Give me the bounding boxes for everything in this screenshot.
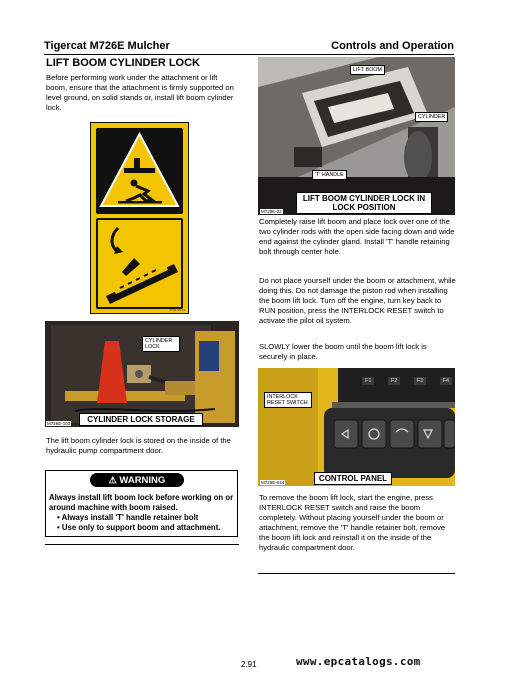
figure-tag: M726E-044 [261, 480, 285, 485]
warning-bullet: • Use only to support boom and attachment. [57, 523, 237, 533]
header-rule [44, 54, 454, 55]
warning-lead: Always install lift boom lock before working on or around machine with boom raised. [49, 493, 234, 512]
t-handle-callout: 'T' HANDLE [312, 170, 347, 180]
lower-boom-paragraph: SLOWLY lower the boom until the boom lift lock is securely in place. [259, 342, 427, 361]
right-column-rule [258, 573, 455, 574]
interlock-reset-callout: INTERLOCK RESET SWITCH [264, 392, 312, 408]
warning-label-text: WARNING [119, 475, 166, 486]
safety-paragraph: Do not place yourself under the boom or attachment, while doing this. Do not damage the piston rod when installing the boom lift lock. Turn off the engine, turn key back to RUN position, press the INTERLOCK RESET switch to activate the pilot oil system. [259, 276, 456, 325]
storage-photo [45, 321, 239, 427]
install-lock-pictogram [96, 218, 183, 309]
section-title: LIFT BOOM CYLINDER LOCK [46, 57, 200, 69]
storage-paragraph: The lift boom cylinder lock is stored on the inside of the hydraulic pump compartment door. [46, 436, 231, 455]
warning-bullet: • Always install 'T' handle retainer bolt [57, 513, 237, 523]
watermark-url: www.epcatalogs.com [296, 655, 421, 668]
cylinder-lock-callout: CYLINDER LOCK [142, 336, 180, 352]
warning-text [49, 493, 237, 533]
cylinder-callout: CYLINDER [415, 112, 448, 122]
safety-decal [90, 122, 189, 314]
f1-key[interactable]: F1 [362, 377, 374, 385]
function-keys [362, 377, 452, 385]
decal-code: 0749-05-04 [169, 308, 185, 312]
f4-key[interactable]: F4 [440, 377, 452, 385]
figure-tag: M726E-22 [261, 209, 282, 214]
left-column-rule [45, 544, 239, 545]
chapter-title: Controls and Operation [331, 40, 454, 52]
warning-label [90, 473, 184, 487]
lock-position-photo [258, 57, 455, 215]
control-panel-photo [258, 368, 455, 486]
intro-paragraph: Before performing work under the attachment or lift boom, ensure that the attachment is firmly supported on level ground, on solid stands or, install lift boom cylinder lock. [46, 73, 234, 112]
figure-caption: CYLINDER LOCK STORAGE [79, 413, 203, 426]
figure-caption: CONTROL PANEL [314, 472, 392, 485]
remove-paragraph: To remove the boom lift lock, start the engine, press INTERLOCK RESET switch and raise the boom completely. Without placing yourself under the boom or attachment, remove the 'T' handle retainer bolt, remove the boom lift lock and reinstall it on the inside of the hydraulic compartment door. [259, 493, 446, 552]
figure-caption: LIFT BOOM CYLINDER LOCK IN LOCK POSITION [296, 192, 432, 214]
warning-box [45, 470, 238, 537]
crush-hazard-pictogram [96, 128, 183, 214]
f2-key[interactable]: F2 [388, 377, 400, 385]
figure-tag: M726E-103 [47, 421, 71, 426]
manual-title: Tigercat M726E Mulcher [44, 40, 170, 52]
warning-icon: ⚠ [108, 475, 117, 485]
lift-boom-callout: LIFT BOOM [350, 65, 385, 75]
install-paragraph: Completely raise lift boom and place lock over one of the two cylinder rods with the open side facing down and wide end against the cylinder gland. Install 'T' handle retaining bolt through center hole. [259, 217, 455, 256]
f3-key[interactable]: F3 [414, 377, 426, 385]
page-number: 2.91 [241, 660, 257, 669]
